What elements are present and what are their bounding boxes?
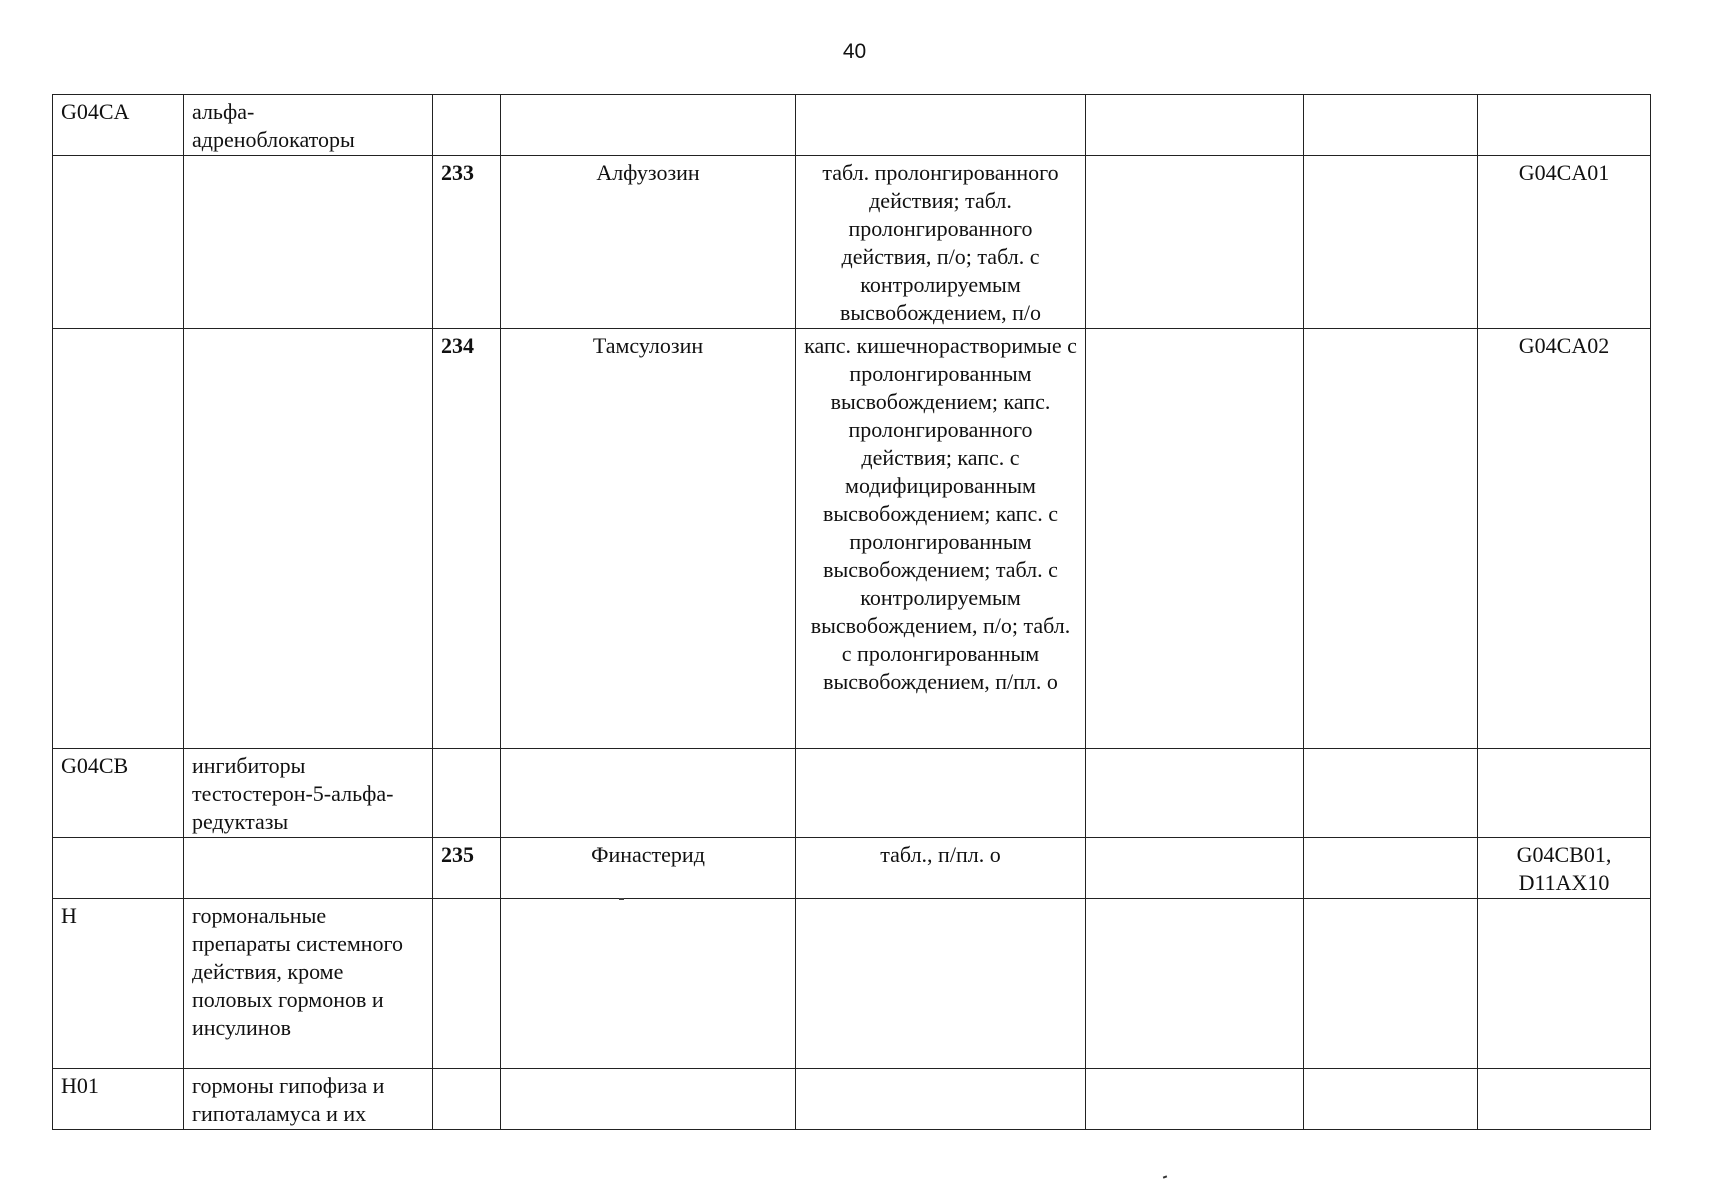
atc-group-code <box>53 329 184 749</box>
dosage-forms: табл., п/пл. о <box>796 838 1086 899</box>
dosage-forms <box>796 95 1086 156</box>
atc-group-name <box>184 838 433 899</box>
atc-group-name <box>184 329 433 749</box>
atc-code: G04CA01 <box>1478 156 1651 329</box>
atc-code <box>1478 95 1651 156</box>
dosage-forms: капс. кишечнорастворимые с пролонгированным высвобождением; капс. пролонгированного действия; капс. с модифицированным высвобождением; капс. с пролонгированным высвобождением; табл. с контролируемым высвобождением, п/о; табл. с пролонгированным высвобождением, п/пл. о <box>796 329 1086 749</box>
empty-cell <box>1086 95 1304 156</box>
item-number <box>433 95 501 156</box>
table-row <box>53 156 1651 329</box>
dosage-forms: табл. пролонгированного действия; табл. пролонгированного действия, п/о; табл. с контролируемым высвобождением, п/о <box>796 156 1086 329</box>
scan-artifact <box>1163 1175 1167 1178</box>
atc-code <box>1478 749 1651 838</box>
empty-cell <box>1304 749 1478 838</box>
atc-code <box>1478 899 1651 1069</box>
page-number: 40 <box>842 40 867 63</box>
atc-code: G04CB01, D11AX10 <box>1478 838 1651 899</box>
scan-artifact <box>619 898 624 900</box>
empty-cell <box>1304 329 1478 749</box>
empty-cell <box>1304 899 1478 1069</box>
drug-list-table <box>52 94 1651 1130</box>
atc-group-code: H <box>53 899 184 1069</box>
empty-cell <box>1086 156 1304 329</box>
item-number <box>433 1069 501 1130</box>
empty-cell <box>1086 899 1304 1069</box>
table-row <box>53 749 1651 838</box>
drug-name <box>501 899 796 1069</box>
item-number: 233 <box>433 156 501 329</box>
dosage-forms <box>796 899 1086 1069</box>
drug-name: Тамсулозин <box>501 329 796 749</box>
atc-group-code <box>53 156 184 329</box>
atc-group-code <box>53 838 184 899</box>
empty-cell <box>1304 1069 1478 1130</box>
atc-group-code: G04CA <box>53 95 184 156</box>
drug-name <box>501 1069 796 1130</box>
drug-name <box>501 95 796 156</box>
empty-cell <box>1304 838 1478 899</box>
empty-cell <box>1086 1069 1304 1130</box>
atc-group-code: H01 <box>53 1069 184 1130</box>
atc-code: G04CA02 <box>1478 329 1651 749</box>
table-row <box>53 1069 1651 1130</box>
table-row <box>53 95 1651 156</box>
empty-cell <box>1086 838 1304 899</box>
dosage-forms <box>796 1069 1086 1130</box>
atc-group-name: альфа- адреноблокаторы <box>184 95 433 156</box>
atc-group-name <box>184 156 433 329</box>
item-number <box>433 899 501 1069</box>
item-number: 234 <box>433 329 501 749</box>
item-number: 235 <box>433 838 501 899</box>
atc-group-name: гормоны гипофиза и гипоталамуса и их <box>184 1069 433 1130</box>
empty-cell <box>1086 329 1304 749</box>
table-row <box>53 838 1651 899</box>
atc-code <box>1478 1069 1651 1130</box>
atc-group-name: гормональные препараты системного действия, кроме половых гормонов и инсулинов <box>184 899 433 1069</box>
table-row <box>53 899 1651 1069</box>
item-number <box>433 749 501 838</box>
empty-cell <box>1304 156 1478 329</box>
atc-group-name: ингибиторы тестостерон-5-альфа-редуктазы <box>184 749 433 838</box>
atc-group-code: G04CB <box>53 749 184 838</box>
drug-name <box>501 749 796 838</box>
drug-name: Финастерид <box>501 838 796 899</box>
empty-cell <box>1086 749 1304 838</box>
empty-cell <box>1304 95 1478 156</box>
drug-name: Алфузозин <box>501 156 796 329</box>
dosage-forms <box>796 749 1086 838</box>
table-row <box>53 329 1651 749</box>
